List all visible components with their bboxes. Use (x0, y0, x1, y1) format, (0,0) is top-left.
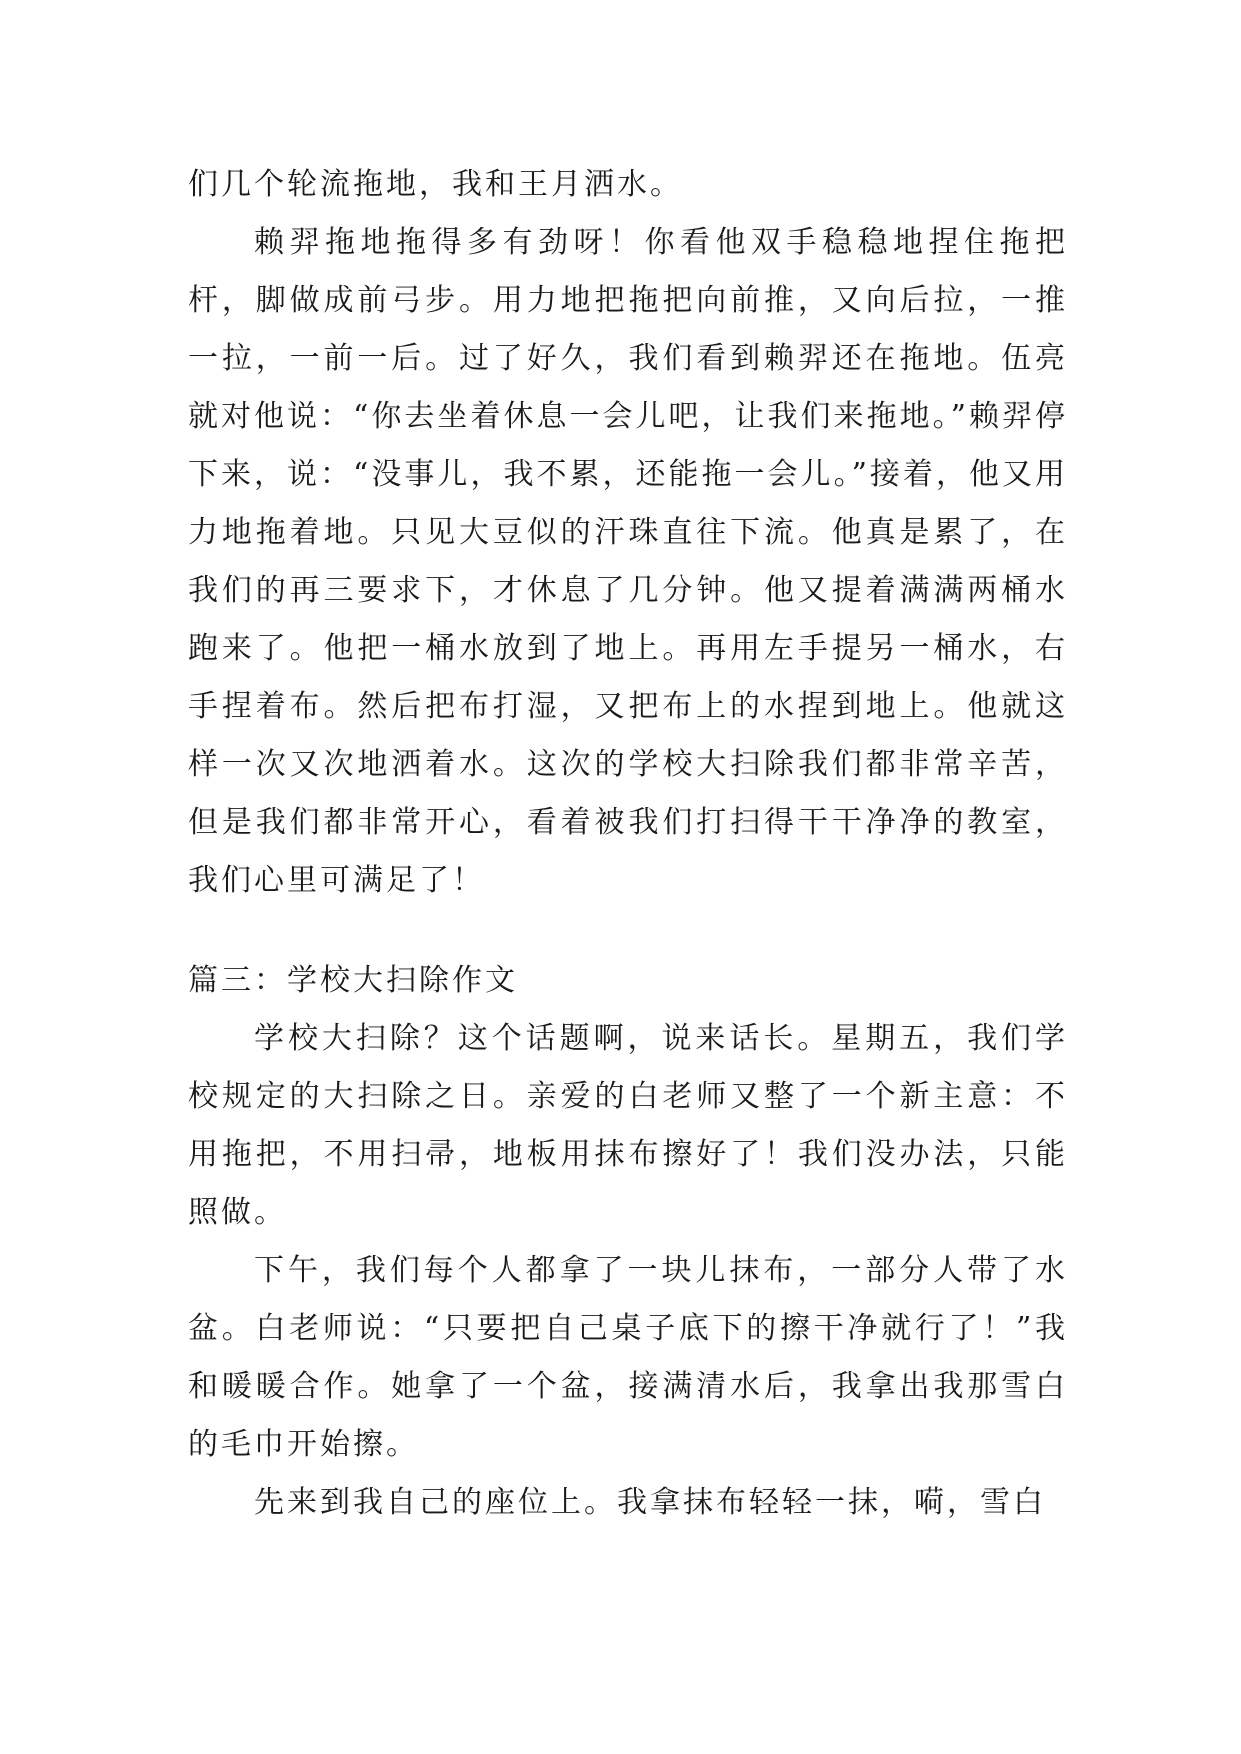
body-paragraph: 下午，我们每个人都拿了一块儿抹布，一部分人带了水盆。白老师说：“只要把自己桌子底下的擦干净就行了！”我和暖暖合作。她拿了一个盆，接满清水后，我拿出我那雪白的毛巾开始擦。 (188, 1253, 1068, 1462)
body-paragraph: 先来到我自己的座位上。我拿抹布轻轻一抹，嗬，雪白 (254, 1485, 1046, 1520)
continuation-paragraph: 们几个轮流拖地，我和王月洒水。 (188, 167, 683, 202)
body-paragraph: 学校大扫除？这个话题啊，说来话长。星期五，我们学校规定的大扫除之日。亲爱的白老师又整了一个新主意：不用拖把，不用扫帚，地板用抹布擦好了！我们没办法，只能照做。 (188, 1021, 1068, 1230)
document-body (188, 156, 1068, 1532)
section-title: 篇三：学校大扫除作文 (188, 963, 518, 998)
body-paragraph: 赖羿拖地拖得多有劲呀！你看他双手稳稳地捏住拖把杆，脚做成前弓步。用力地把拖把向前推，又向后拉，一推一拉，一前一后。过了好久，我们看到赖羿还在拖地。伍亮就对他说：“你去坐着休息一会儿吧，让我们来拖地。”赖羿停下来，说：“没事儿，我不累，还能拖一会儿。”接着，他又用力地拖着地。只见大豆似的汗珠直往下流。他真是累了，在我们的再三要求下，才休息了几分钟。他又提着满满两桶水跑来了。他把一桶水放到了地上。再用左手提另一桶水，右手捏着布。然后把布打湿，又把布上的水捏到地上。他就这样一次又次地洒着水。这次的学校大扫除我们都非常辛苦，但是我们都非常开心，看着被我们打扫得干干净净的教室，我们心里可满足了！ (188, 225, 1068, 898)
